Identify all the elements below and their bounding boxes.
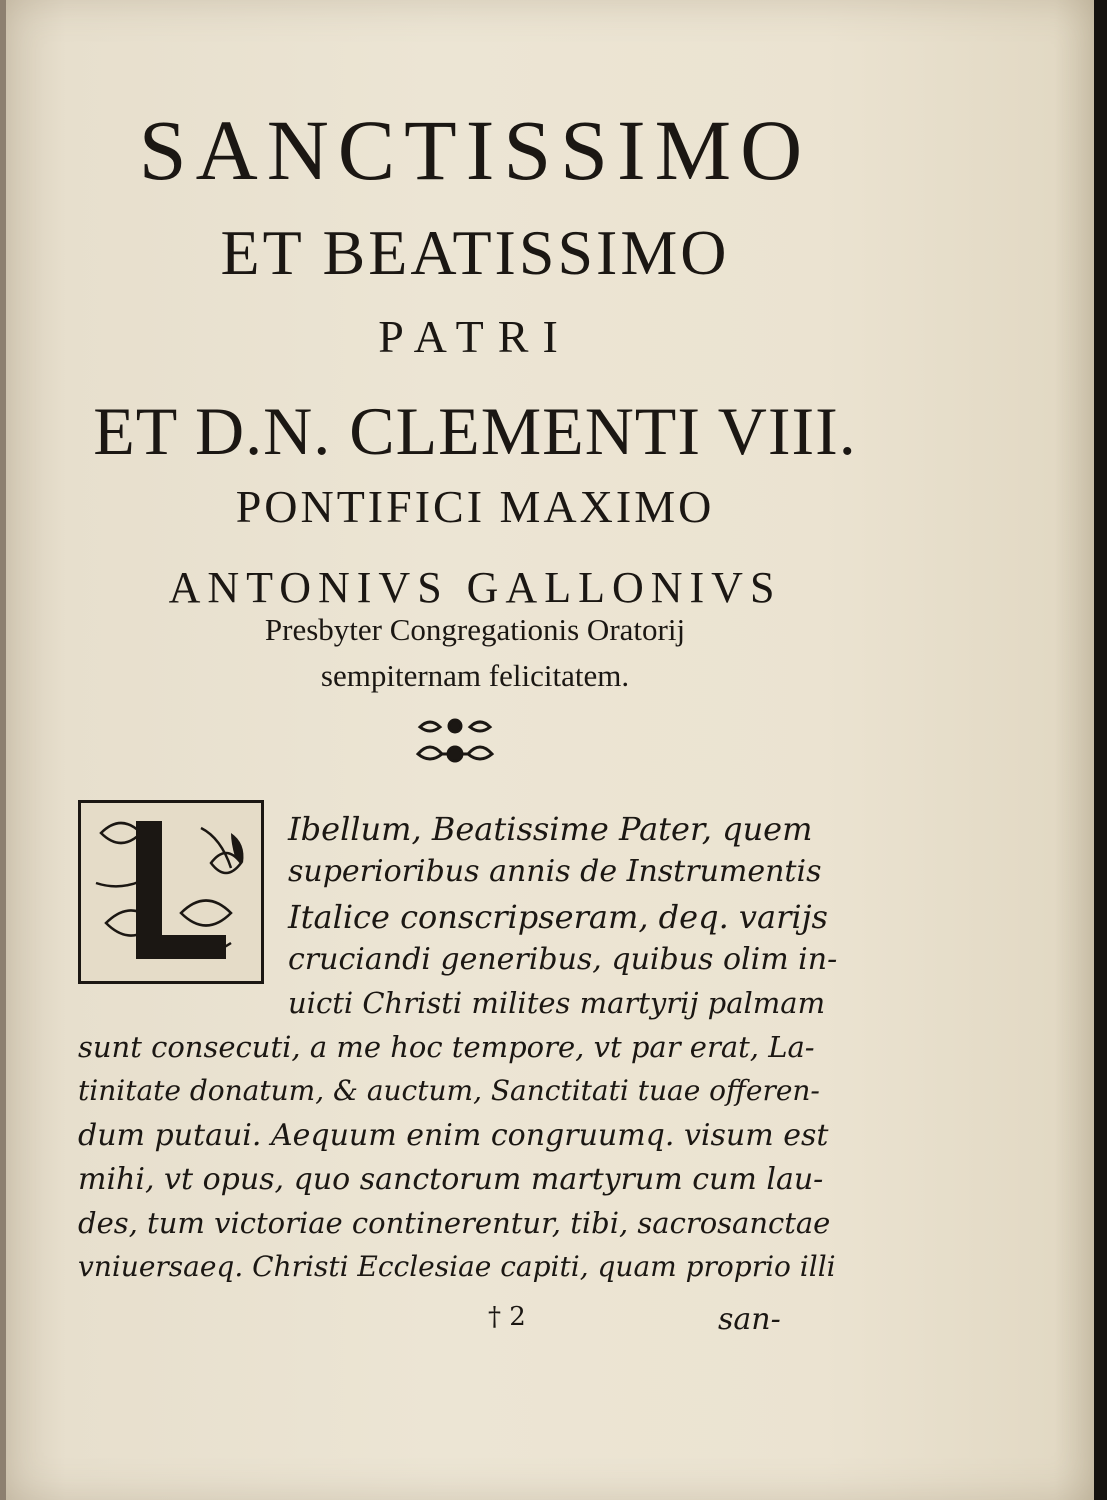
page-left-edge xyxy=(0,0,6,1500)
signature-mark: † 2 xyxy=(488,1302,526,1332)
heading-line-5: PONTIFICI MAXIMO xyxy=(235,481,715,532)
fleuron-ornament xyxy=(410,712,500,772)
body-line-8: dum putaui. Aequum enim congruumq. visum est xyxy=(78,1118,829,1153)
body-line-11: vniuersaeq. Christi Ecclesiae capiti, quam proprio illi xyxy=(78,1250,836,1283)
body-line-1: Ibellum, Beatissime Pater, quem xyxy=(288,810,813,848)
body-line-10: des, tum victoriae continerentur, tibi, sacrosanctae xyxy=(78,1206,831,1240)
body-line-2: superioribus annis de Instrumentis xyxy=(288,854,822,889)
body-line-6: sunt consecuti, a me hoc tempore, vt par erat, La- xyxy=(78,1030,815,1064)
body-line-4: cruciandi generibus, quibus olim in- xyxy=(288,942,838,977)
body-line-3: Italice conscripseram, deq. varijs xyxy=(288,898,828,936)
body-line-9: mihi, vt opus, quo sanctorum martyrum cum lau- xyxy=(78,1162,824,1197)
body-line-7: tinitate donatum, & auctum, Sanctitati tuae offeren- xyxy=(78,1074,820,1107)
heading-line-4: ET D.N. CLEMENTI VIII. xyxy=(93,393,857,469)
catchword: san- xyxy=(718,1302,781,1337)
heading-line-3: PATRI xyxy=(378,311,572,362)
decorated-initial-l xyxy=(78,800,264,984)
salutation: sempiternam felicitatem. xyxy=(320,658,630,693)
initial-letter-ornament xyxy=(81,803,261,981)
page-right-edge xyxy=(1094,0,1107,1500)
body-line-5: uicti Christi milites martyrij palmam xyxy=(288,986,826,1020)
heading-line-1: SANCTISSIMO xyxy=(138,102,812,198)
author-title: Presbyter Congregationis Oratorij xyxy=(264,612,686,647)
author-name: ANTONIVS GALLONIVS xyxy=(168,563,782,612)
heading-line-2: ET BEATISSIMO xyxy=(220,217,730,288)
